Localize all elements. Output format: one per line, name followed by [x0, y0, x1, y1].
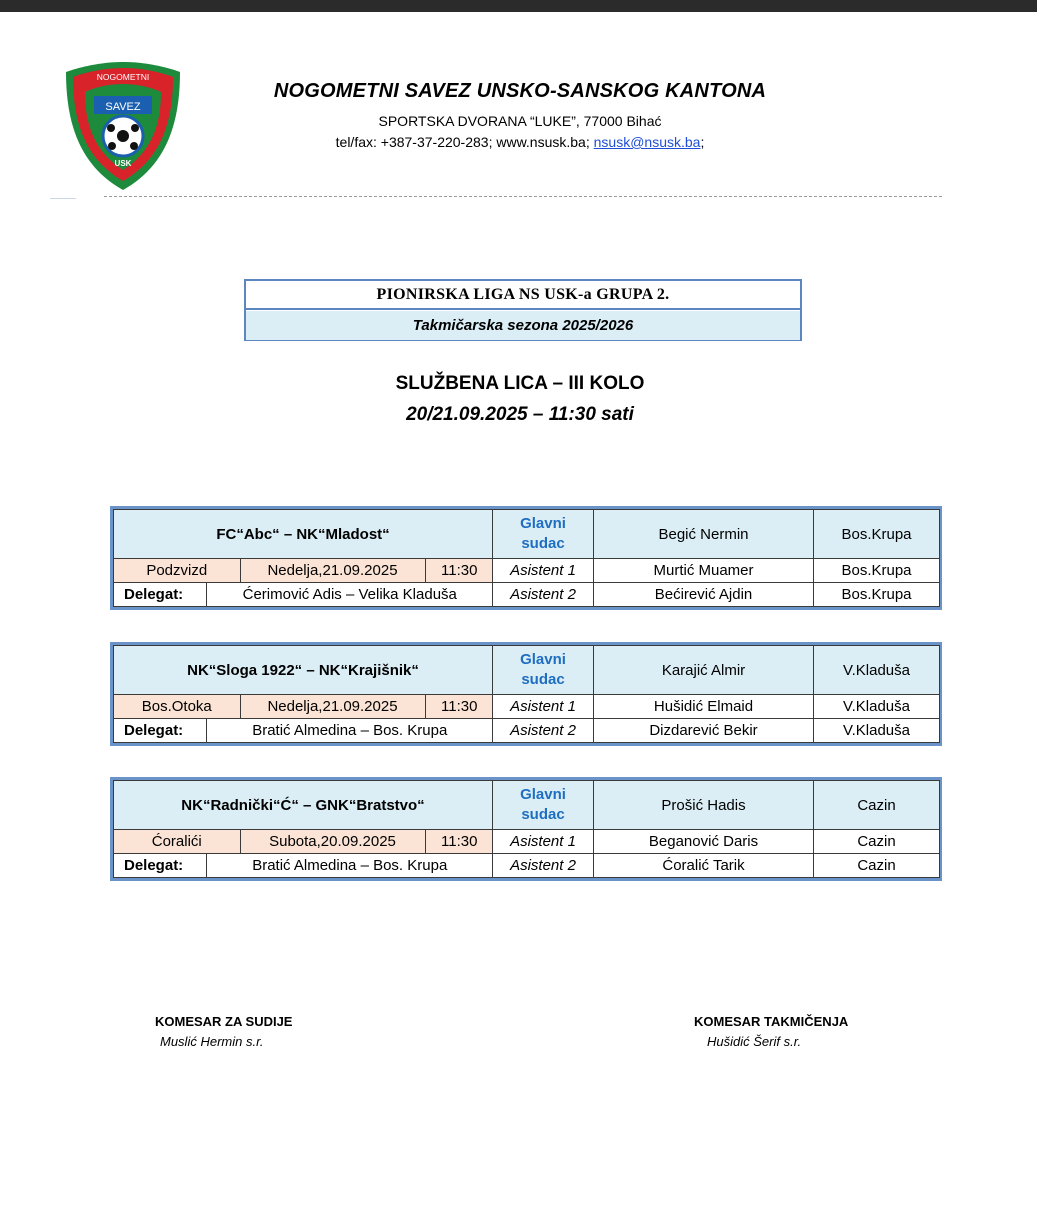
logo-bottom-text: USK: [114, 159, 132, 168]
assistant1-row: [114, 830, 940, 854]
match-table: [113, 509, 940, 607]
delegate-label: Delegat:: [114, 854, 206, 877]
assistant2-name: Dizdarević Bekir: [594, 719, 814, 743]
assistant1-name: Hušidić Elmaid: [594, 695, 814, 719]
match-venue: Podzvizd: [114, 559, 240, 582]
referee-name: Begić Nermin: [594, 510, 814, 559]
round-date: 20/21.09.2025 – 11:30 sati: [406, 404, 634, 425]
association-address: SPORTSKA DVORANA “LUKE”, 77000 Bihać: [378, 113, 662, 129]
signature-right-name: Hušidić Šerif s.r.: [707, 1034, 802, 1049]
role-assistant-2: Asistent 2: [493, 719, 594, 743]
match-info: [114, 559, 493, 582]
match-time: 11:30: [425, 695, 493, 718]
role-assistant-1: Asistent 1: [493, 830, 594, 854]
assistant1-name: Murtić Muamer: [594, 559, 814, 583]
referee-city: Cazin: [814, 781, 940, 830]
signature-right-title: KOMESAR TAKMIČENJA: [694, 1014, 849, 1029]
referee-row: [114, 646, 940, 695]
assistant1-name: Beganović Daris: [594, 830, 814, 854]
role-assistant-2: Asistent 2: [493, 583, 594, 607]
assistant2-city: Cazin: [814, 854, 940, 878]
match-card: [110, 777, 942, 881]
header-divider: [104, 196, 942, 197]
match-card: [110, 642, 942, 746]
match-teams: NK“Sloga 1922“ – NK“Krajišnik“: [114, 646, 493, 695]
assistant2-city: Bos.Krupa: [814, 583, 940, 607]
role-assistant-1: Asistent 1: [493, 695, 594, 719]
referee-row: [114, 510, 940, 559]
role-main-referee: Glavni sudac: [493, 646, 594, 695]
match-teams: FC“Abc“ – NK“Mladost“: [114, 510, 493, 559]
match-teams: NK“Radnički“Ć“ – GNK“Bratstvo“: [114, 781, 493, 830]
delegate-info: [114, 583, 493, 606]
assistant2-row: [114, 719, 940, 743]
delegate-label: Delegat:: [114, 719, 206, 742]
role-assistant-1: Asistent 1: [493, 559, 594, 583]
association-logo: [62, 60, 184, 192]
match-time: 11:30: [425, 830, 493, 853]
match-time: 11:30: [425, 559, 493, 582]
role-assistant-2: Asistent 2: [493, 854, 594, 878]
assistant1-city: V.Kladuša: [814, 695, 940, 719]
referee-row: [114, 781, 940, 830]
delegate-cell: [114, 719, 493, 743]
match-card: [110, 506, 942, 610]
role-main-referee: Glavni sudac: [493, 510, 594, 559]
assistant1-row: [114, 695, 940, 719]
referee-city: V.Kladuša: [814, 646, 940, 695]
match-table: [113, 645, 940, 743]
round-title: SLUŽBENA LICA – III KOLO: [395, 373, 645, 394]
match-table: [113, 780, 940, 878]
referee-name: Prošić Hadis: [594, 781, 814, 830]
association-title: NOGOMETNI SAVEZ UNSKO-SANSKOG KANTONA: [273, 80, 767, 102]
assistant2-name: Ćoralić Tarik: [594, 854, 814, 878]
assistant2-row: [114, 583, 940, 607]
delegate-name: Bratić Almedina – Bos. Krupa: [252, 722, 448, 739]
delegate-info: [114, 719, 493, 742]
delegate-name: Ćerimović Adis – Velika Kladuša: [242, 586, 457, 603]
assistant1-city: Bos.Krupa: [814, 559, 940, 583]
match-venue: Bos.Otoka: [114, 695, 240, 718]
league-box: [244, 279, 802, 341]
league-name: PIONIRSKA LIGA NS USK-a GRUPA 2.: [246, 281, 800, 310]
signature-left-title: KOMESAR ZA SUDIJE: [155, 1014, 293, 1029]
logo-mid-text: SAVEZ: [105, 101, 141, 113]
referee-name: Karajić Almir: [594, 646, 814, 695]
match-date: Nedelja,21.09.2025: [240, 559, 425, 582]
delegate-name: Bratić Almedina – Bos. Krupa: [252, 857, 448, 874]
delegate-info: [114, 854, 493, 877]
delegate-label: Delegat:: [114, 583, 206, 606]
match-info-cell: [114, 559, 493, 583]
signature-left-name: Muslić Hermin s.r.: [160, 1034, 264, 1049]
match-venue: Ćoralići: [114, 830, 240, 853]
assistant2-city: V.Kladuša: [814, 719, 940, 743]
header-stub-line: [50, 198, 76, 199]
assistant2-row: [114, 854, 940, 878]
assistant2-name: Bećirević Ajdin: [594, 583, 814, 607]
match-info-cell: [114, 830, 493, 854]
role-main-referee: Glavni sudac: [493, 781, 594, 830]
delegate-cell: [114, 583, 493, 607]
match-date: Nedelja,21.09.2025: [240, 695, 425, 718]
match-info: [114, 830, 493, 853]
match-info-cell: [114, 695, 493, 719]
assistant1-row: [114, 559, 940, 583]
logo-top-text: NOGOMETNI: [96, 72, 150, 82]
association-contact: [200, 134, 840, 150]
match-date: Subota,20.09.2025: [240, 830, 425, 853]
email-link[interactable]: nsusk@nsusk.ba: [593, 134, 701, 150]
top-bar: [0, 0, 1037, 12]
contact-suffix: ;: [700, 134, 705, 150]
league-season: Takmičarska sezona 2025/2026: [246, 311, 800, 340]
assistant1-city: Cazin: [814, 830, 940, 854]
match-info: [114, 695, 493, 718]
delegate-cell: [114, 854, 493, 878]
referee-city: Bos.Krupa: [814, 510, 940, 559]
contact-prefix: tel/fax: +387-37-220-283; www.nsusk.ba;: [335, 134, 594, 150]
